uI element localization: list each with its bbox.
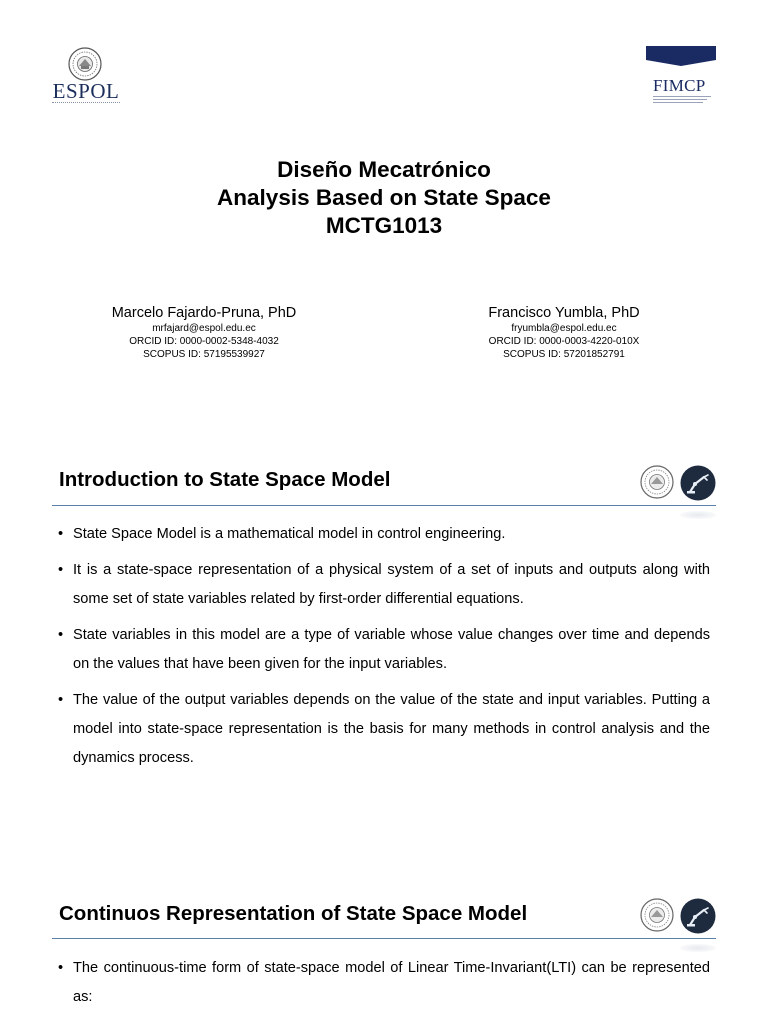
fimcp-wordmark: FIMCP — [653, 76, 706, 95]
author-name: Francisco Yumbla, PhD — [488, 305, 640, 321]
fimcp-band-icon — [646, 46, 716, 66]
list-item — [58, 556, 710, 614]
course-title: Diseño Mecatrónico — [277, 157, 491, 182]
author-block — [84, 304, 324, 361]
fimcp-logo — [645, 46, 717, 108]
icon-shadow — [680, 944, 716, 952]
fimcp-subtitle-line — [653, 96, 711, 97]
list-item — [58, 621, 710, 679]
author-name: Marcelo Fajardo-Pruna, PhD — [111, 305, 297, 321]
espol-motto-line — [52, 102, 120, 104]
espol-seal-icon — [68, 47, 102, 81]
bullet-dot: • — [58, 960, 64, 976]
course-code: MCTG1013 — [325, 213, 443, 238]
espol-wordmark: ESPOL — [52, 79, 120, 103]
author-email: fryumbla@espol.edu.ec — [511, 323, 617, 334]
bullet-text: State Space Model is a mathematical model in control engineering. — [73, 526, 506, 542]
author-block — [444, 304, 684, 361]
bullet-text: State variables in this model are a type of variable whose value changes over time and depends on the values that have been given for the input variables. — [73, 627, 710, 672]
author-scopus: SCOPUS ID: 57195539927 — [143, 349, 265, 360]
bullet-text: The value of the output variables depends on the value of the state and input variables. Putting a model into state-space representation is the basis for many methods in control analysis and the dynamics process. — [73, 692, 710, 766]
author-scopus: SCOPUS ID: 57201852791 — [503, 349, 625, 360]
author-orcid: ORCID ID: 0000-0002-5348-4032 — [129, 336, 279, 347]
author-orcid: ORCID ID: 0000-0003-4220-010X — [488, 336, 640, 347]
espol-logo — [50, 45, 122, 107]
robot-arm-icon — [680, 898, 716, 934]
espol-seal-icon — [640, 465, 674, 499]
list-item — [58, 520, 710, 549]
fimcp-subtitle-line — [653, 99, 707, 100]
icon-shadow — [680, 511, 716, 519]
bullet-dot: • — [58, 627, 64, 643]
section-title: Introduction to State Space Model — [59, 468, 391, 491]
bullet-dot: • — [58, 526, 64, 542]
bullet-text: It is a state-space representation of a physical system of a set of inputs and outputs along with some set of state variables related by first-order differential equations. — [73, 562, 710, 607]
bullet-list — [58, 520, 710, 780]
section-divider — [52, 938, 716, 939]
espol-seal-icon — [640, 898, 674, 932]
section-divider — [52, 505, 716, 506]
lecture-title: Analysis Based on State Space — [217, 185, 551, 210]
bullet-list — [58, 954, 710, 1019]
section-icons — [640, 898, 716, 934]
bullet-text: The continuous-time form of state-space model of Linear Time-Invariant(LTI) can be represented as: — [73, 960, 710, 1005]
fimcp-subtitle-line — [653, 102, 703, 103]
bullet-dot: • — [58, 692, 64, 708]
section-icons — [640, 465, 716, 501]
section-title: Continuos Representation of State Space Model — [59, 902, 528, 925]
robot-arm-icon — [680, 465, 716, 501]
author-email: mrfajard@espol.edu.ec — [152, 323, 256, 334]
list-item — [58, 954, 710, 1012]
list-item — [58, 686, 710, 773]
bullet-dot: • — [58, 562, 64, 578]
